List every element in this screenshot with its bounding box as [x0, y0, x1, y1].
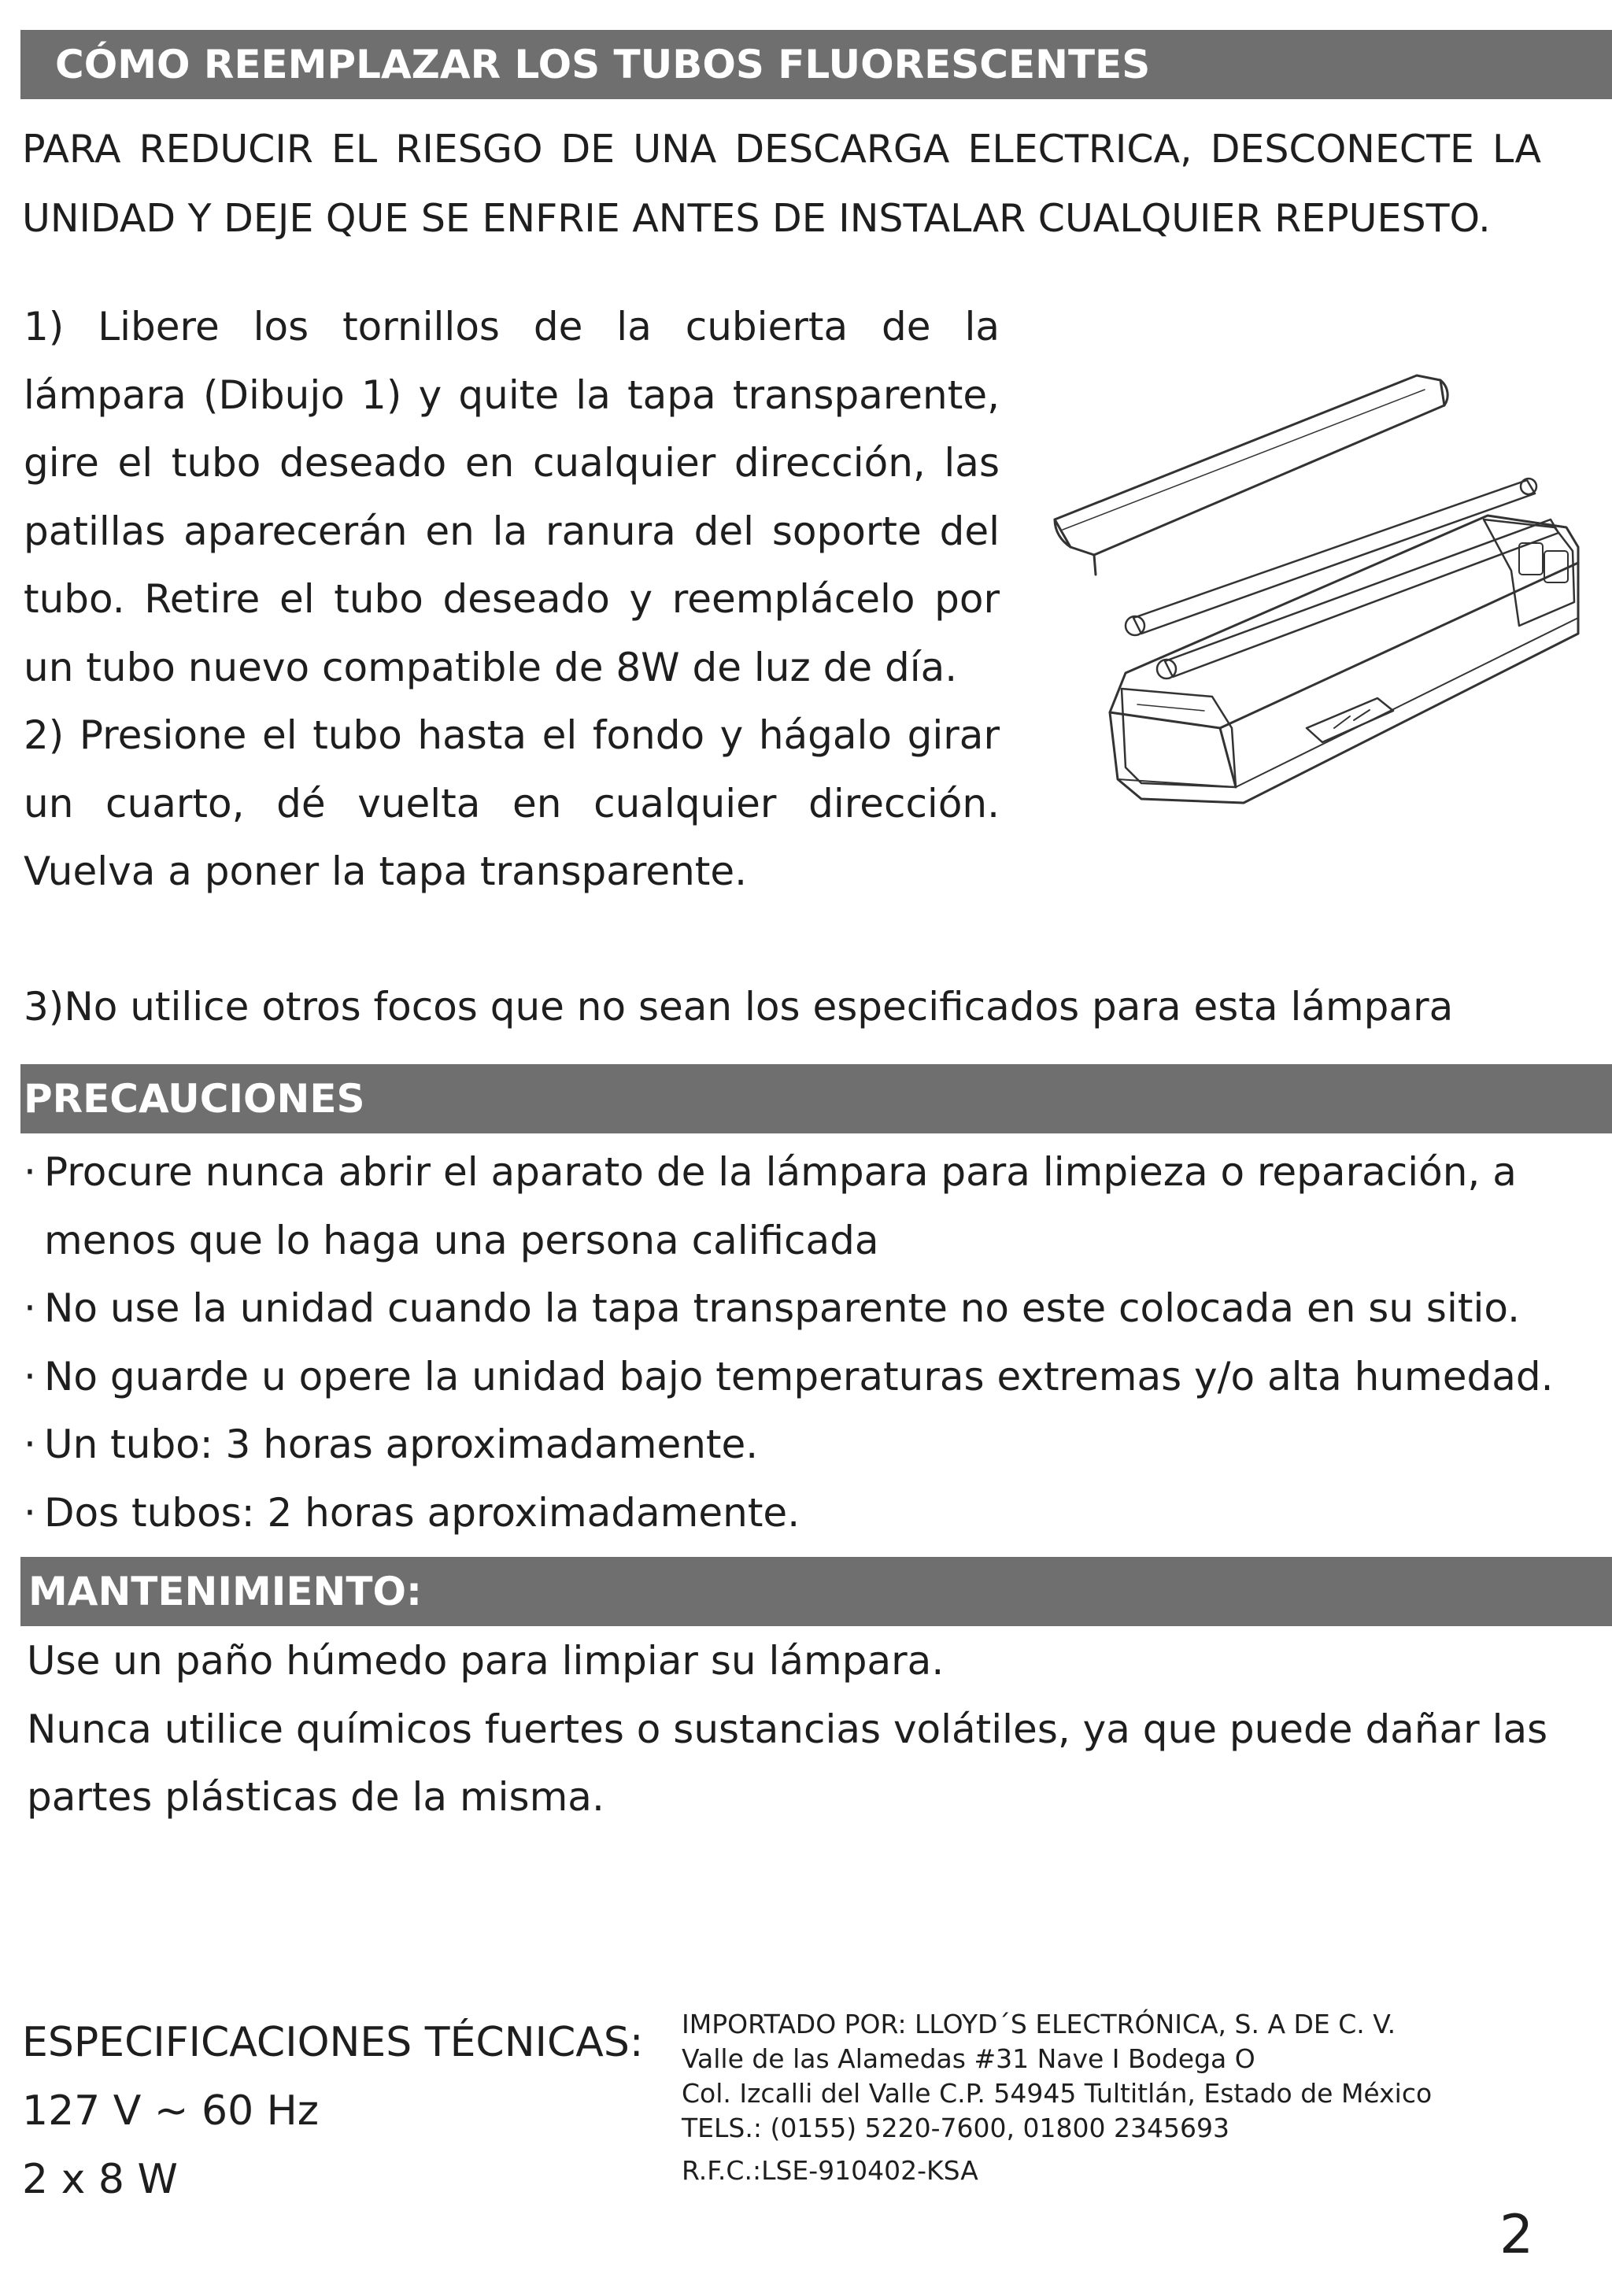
bullet-dot: · [24, 1353, 36, 1399]
list-item [24, 1343, 1590, 1411]
section-title-precautions: PRECAUCIONES [24, 1076, 365, 1122]
section-title-maintenance: MANTENIMIENTO: [28, 1569, 422, 1614]
specs-voltage: 127 V ~ 60 Hz [22, 2087, 320, 2135]
importer-line-3: Col. Izcalli del Valle C.P. 54945 Tultitlán, Estado de México [682, 2078, 1433, 2109]
precaution-text: No guarde u opere la unidad bajo temperaturas extremas y/o alta humedad. [44, 1353, 1554, 1399]
lamp-exploded-drawing [1047, 358, 1590, 823]
bullet-dot: · [24, 1285, 36, 1331]
end-cap-right [1484, 519, 1574, 626]
importer-line-1: IMPORTADO POR: LLOYD´S ELECTRÓNICA, S. A DE C. V. [682, 2009, 1396, 2039]
maintenance-line-2: Nunca utilice químicos fuertes o sustancias volátiles, ya que puede dañar las partes plásticas de la misma. [27, 1706, 1548, 1820]
end-cap-left [1122, 689, 1236, 787]
safety-warning [22, 115, 1541, 253]
importer-info [682, 2007, 1547, 2188]
section-header-replace [20, 30, 1612, 99]
precaution-text: No use la unidad cuando la tapa transparente no este colocada en su sitio. [44, 1285, 1520, 1331]
precaution-text: Un tubo: 3 horas aproximadamente. [44, 1422, 759, 1467]
specs-power: 2 x 8 W [22, 2156, 178, 2203]
precaution-text: Procure nunca abrir el aparato de la lámpara para limpieza o reparación, a menos que lo haga una persona calificada [44, 1149, 1517, 1263]
maintenance-text [27, 1627, 1593, 1832]
bullet-dot: · [24, 1489, 36, 1536]
step-3 [24, 973, 1566, 1041]
lamp-housing [1110, 516, 1578, 803]
technical-specs [22, 2009, 652, 2214]
page-number: 2 [1499, 2204, 1534, 2266]
list-item [24, 1411, 1590, 1479]
list-item [24, 1138, 1590, 1274]
precautions-list [24, 1138, 1590, 1547]
importer-rfc: R.F.C.:LSE-910402-KSA [682, 2155, 978, 2186]
switch-panel [1307, 698, 1393, 742]
bullet-dot: · [24, 1422, 36, 1467]
warning-line-2: UNIDAD Y DEJE QUE SE ENFRIE ANTES DE INSTALAR CUALQUIER REPUESTO. [22, 196, 1491, 241]
transparent-cover [1055, 375, 1444, 555]
lamp-illustration [1047, 358, 1590, 823]
step-2: 2) Presione el tubo hasta el fondo y hágalo girar un cuarto, dé vuelta en cualquier dirección. Vuelva a poner la tapa transparente. [24, 712, 1000, 894]
importer-line-2: Valle de las Alamedas #31 Nave I Bodega O [682, 2043, 1255, 2074]
precaution-text: Dos tubos: 2 horas aproximadamente. [44, 1489, 800, 1536]
specs-title: ESPECIFICACIONES TÉCNICAS: [22, 2019, 644, 2066]
list-item [24, 1274, 1590, 1343]
section-header-maintenance [20, 1557, 1612, 1626]
importer-line-4: TELS.: (0155) 5220-7600, 01800 2345693 [682, 2113, 1229, 2143]
section-header-precautions [20, 1064, 1612, 1133]
maintenance-line-1: Use un paño húmedo para limpiar su lámpara. [27, 1638, 945, 1684]
section-title-replace: CÓMO REEMPLAZAR LOS TUBOS FLUORESCENTES [55, 42, 1151, 87]
bullet-dot: · [24, 1149, 36, 1195]
step-1: 1) Libere los tornillos de la cubierta de la lámpara (Dibujo 1) y quite la tapa transparente, gire el tubo deseado en cualquier dirección, las patillas aparecerán en la ranura del soporte del tubo. Retire el tubo deseado y reemplácelo por un tubo nuevo compatible de 8W de luz de día. [24, 304, 1000, 690]
step-3-text: 3)No utilice otros focos que no sean los especificados para esta lámpara [24, 984, 1454, 1030]
list-item [24, 1479, 1590, 1547]
replacement-steps [24, 293, 1000, 906]
warning-line-1: PARA REDUCIR EL RIESGO DE UNA DESCARGA ELECTRICA, DESCONECTE LA [22, 127, 1541, 172]
